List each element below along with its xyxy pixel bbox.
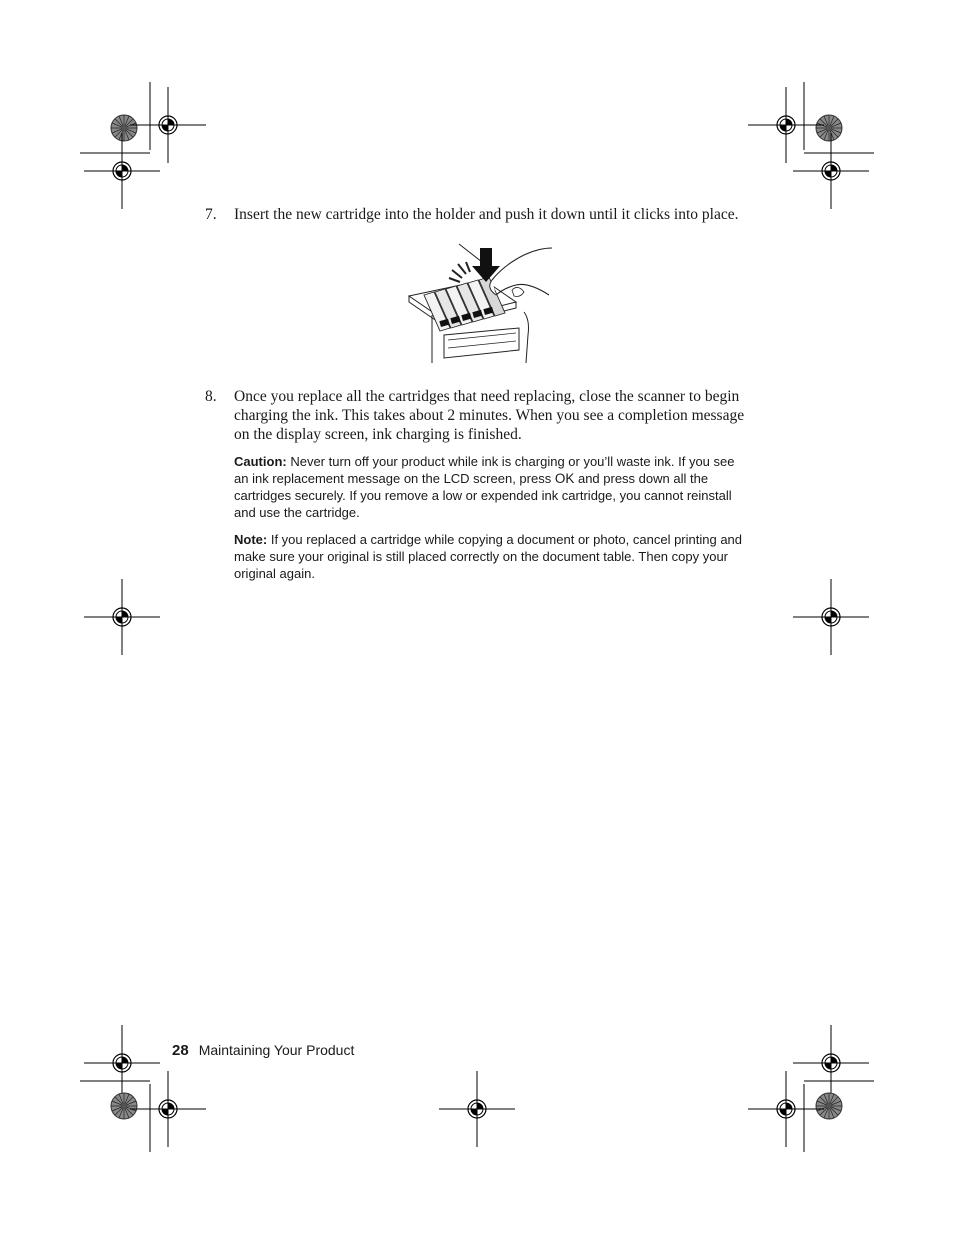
caution-label: Caution:: [234, 454, 287, 469]
note-text: If you replaced a cartridge while copying a document or photo, cancel printing and make sure your original is still placed correctly on the document table. Then copy your original again.: [234, 532, 743, 581]
step-number: 8.: [205, 388, 217, 405]
page-number: 28: [172, 1042, 189, 1059]
note-notice: [234, 531, 748, 582]
cartridge-insert-illustration: [404, 240, 554, 365]
caution-text-end: and press down all the cartridges securely. If you remove a low or expended ink cartridge, you cannot reinstall and use the cartridge.: [234, 471, 732, 520]
note-label: Note:: [234, 532, 268, 547]
section-title: Maintaining Your Product: [198, 1042, 355, 1058]
step-number: 7.: [205, 206, 217, 223]
step-text: Once you replace all the cartridges that need replacing, close the scanner to begin charging the ink. This takes about 2 minutes. When you see a completion message on the display screen, ink charging is finished.: [234, 388, 745, 443]
caution-text: Never turn off your product while ink is charging or you’ll waste ink. If you see an ink replacement message on the LCD screen, press: [234, 454, 735, 486]
caution-notice: [234, 453, 748, 521]
step-text: Insert the new cartridge into the holder and push it down until it clicks into place.: [234, 206, 739, 223]
page-footer: [172, 1042, 354, 1059]
ok-key: OK: [554, 471, 575, 486]
